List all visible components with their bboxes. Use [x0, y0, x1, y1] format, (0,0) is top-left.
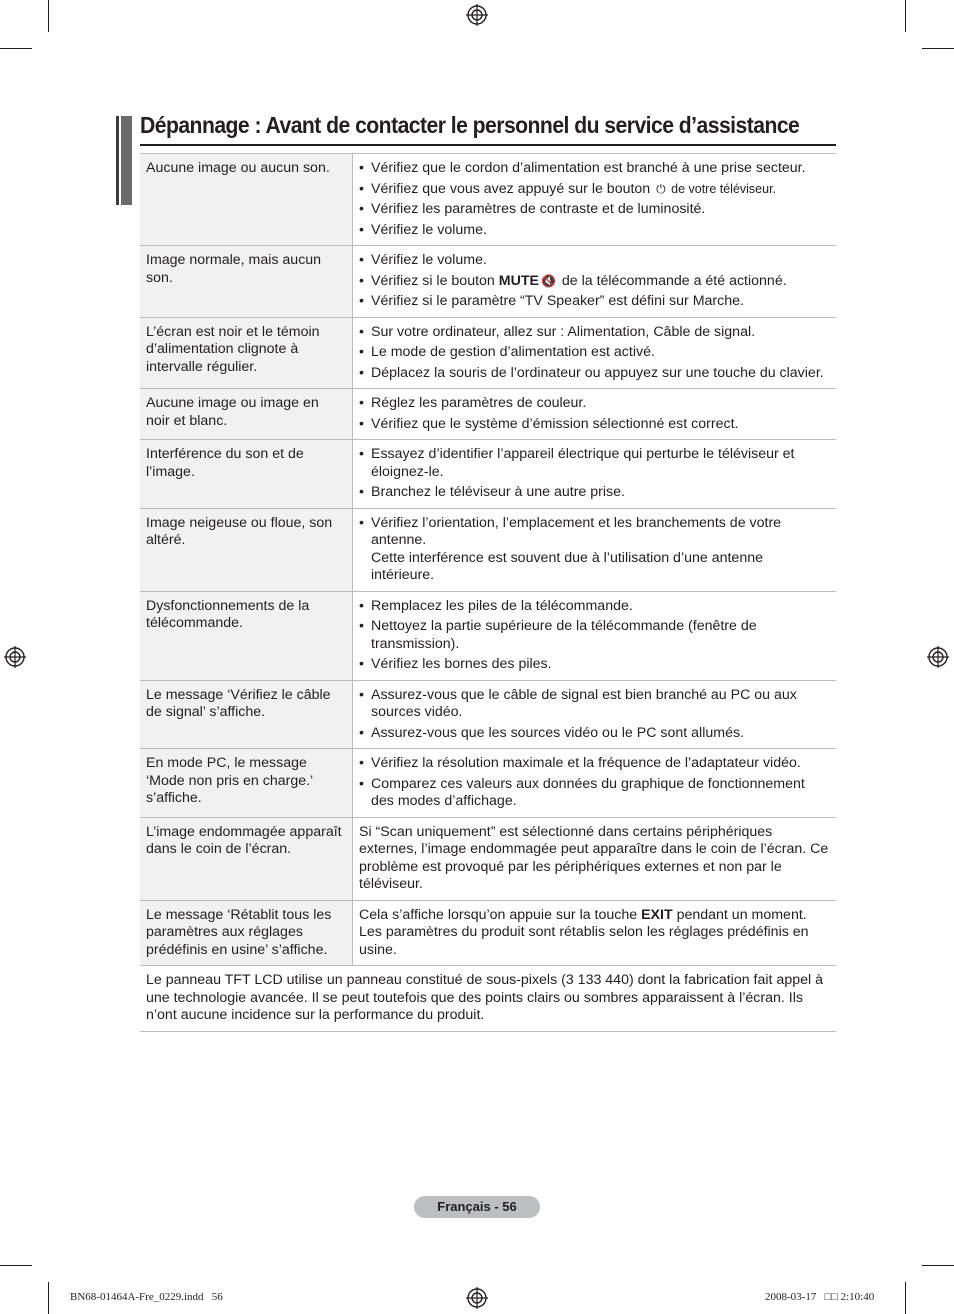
solution-cell	[353, 389, 837, 440]
troubleshooting-table	[140, 153, 836, 1032]
table-row-note	[140, 966, 836, 1032]
table-row	[140, 508, 836, 591]
exit-key-label: EXIT	[641, 906, 673, 923]
table-row	[140, 154, 836, 246]
solution-item: • Vérifiez le volume.	[359, 252, 830, 270]
mute-icon: 🔇	[540, 273, 556, 288]
page-number-badge: Français - 56	[414, 1196, 540, 1218]
symptom-cell: Dysfonctionnements de la télécommande.	[140, 591, 353, 680]
symptom-cell: Le message ‘Vérifiez le câble de signal’ s’affiche.	[140, 680, 353, 749]
solution-item: • Vérifiez l’orientation, l’emplacement et les branchements de votre antenne. Cette interférence est souvent due à l’utilisation d’une antenne intérieure.	[359, 515, 830, 585]
solution-cell	[353, 817, 837, 900]
solution-cell	[353, 440, 837, 509]
solution-item: • Réglez les paramètres de couleur.	[359, 395, 830, 413]
solution-cell: Cela s’affiche lorsqu’on appuie sur la touche EXIT pendant un moment. Les paramètres du produit sont rétablis selon les réglages prédéfinis en usine.	[353, 900, 837, 966]
table-row	[140, 749, 836, 818]
tft-lcd-note: Le panneau TFT LCD utilise un panneau constitué de sous-pixels (3 133 440) dont la fabrication fait appel à une technologie avancée. Il se peut toutefois que des points clairs ou sombres apparaissent à l’écran. Ils n’ont aucune incidence sur la performance du produit.	[140, 966, 836, 1032]
file-slug: BN68-01464A-Fre_0229.indd 56	[70, 1291, 223, 1303]
symptom-cell: L’écran est noir et le témoin d’alimentation clignote à intervalle régulier.	[140, 317, 353, 389]
table-row	[140, 246, 836, 318]
solution-item: • Assurez-vous que les sources vidéo ou le PC sont allumés.	[359, 725, 830, 743]
solution-item: • Vérifiez que le système d’émission sélectionné est correct.	[359, 416, 830, 434]
solution-item: • Branchez le téléviseur à une autre prise.	[359, 484, 830, 502]
symptom-cell: Interférence du son et de l’image.	[140, 440, 353, 509]
page-title: Dépannage : Avant de contacter le personnel du service d’assistance	[140, 112, 800, 138]
solution-item: • Le mode de gestion d’alimentation est activé.	[359, 344, 830, 362]
solution-item: • Vérifiez que vous avez appuyé sur le bouton ⏻ de votre téléviseur.	[359, 181, 830, 199]
solution-cell	[353, 154, 837, 246]
solution-item: • Vérifiez que le cordon d’alimentation est branché à une prise secteur.	[359, 160, 830, 178]
title-divider	[140, 144, 836, 146]
solution-item: • Nettoyez la partie supérieure de la télécommande (fenêtre de transmission).	[359, 618, 830, 653]
symptom-cell: L’image endommagée apparaît dans le coin de l’écran.	[140, 817, 353, 900]
solution-cell	[353, 680, 837, 749]
registration-mark-icon	[466, 1287, 488, 1309]
solution-item: • Assurez-vous que le câble de signal est bien branché au PC ou aux sources vidéo.	[359, 687, 830, 722]
registration-mark-icon	[466, 4, 488, 26]
solution-item: • Vérifiez les paramètres de contraste et de luminosité.	[359, 201, 830, 219]
solution-item: • Essayez d’identifier l’appareil électrique qui perturbe le téléviseur et éloignez-le.	[359, 446, 830, 481]
symptom-cell: Aucune image ou image en noir et blanc.	[140, 389, 353, 440]
table-row	[140, 317, 836, 389]
crop-mark	[905, 0, 906, 32]
crop-mark	[48, 1282, 49, 1314]
solution-item: • Remplacez les piles de la télécommande.	[359, 598, 830, 616]
table-row	[140, 680, 836, 749]
symptom-cell: En mode PC, le message ‘Mode non pris en charge.’ s’affiche.	[140, 749, 353, 818]
solution-item: • Vérifiez le volume.	[359, 222, 830, 240]
crop-mark	[922, 48, 954, 49]
solution-paragraph: Si “Scan uniquement” est sélectionné dans certains périphériques externes, l’image endommagée peut apparaître dans le coin de l’écran. Ce problème est provoqué par les périphériques externes et non par le téléviseur.	[359, 823, 829, 892]
table-row	[140, 440, 836, 509]
solution-item: • Vérifiez la résolution maximale et la fréquence de l’adaptateur vidéo.	[359, 755, 830, 773]
table-row	[140, 389, 836, 440]
symptom-cell: Image normale, mais aucun son.	[140, 246, 353, 318]
crop-mark	[0, 1265, 32, 1266]
registration-mark-icon	[927, 646, 949, 668]
date-slug: 2008-03-17 □□ 2:10:40	[765, 1291, 875, 1303]
symptom-cell: Image neigeuse ou floue, son altéré.	[140, 508, 353, 591]
table-row	[140, 591, 836, 680]
solution-item: • Déplacez la souris de l’ordinateur ou appuyez sur une touche du clavier.	[359, 365, 830, 383]
crop-mark	[48, 0, 49, 32]
solution-cell	[353, 317, 837, 389]
registration-mark-icon	[4, 646, 26, 668]
crop-mark	[905, 1282, 906, 1314]
symptom-cell: Le message ‘Rétablit tous les paramètres aux réglages prédéfinis en usine’ s’affiche.	[140, 900, 353, 966]
symptom-cell: Aucune image ou aucun son.	[140, 154, 353, 246]
section-marker-bar	[116, 116, 132, 205]
solution-item: • Vérifiez si le bouton MUTE 🔇 de la télécommande a été actionné.	[359, 273, 830, 291]
solution-item: • Vérifiez si le paramètre “TV Speaker” est défini sur Marche.	[359, 293, 830, 311]
solution-cell	[353, 749, 837, 818]
solution-cell	[353, 246, 837, 318]
solution-item: • Sur votre ordinateur, allez sur : Alimentation, Câble de signal.	[359, 324, 830, 342]
solution-cell	[353, 508, 837, 591]
table-row	[140, 900, 836, 966]
crop-mark	[0, 48, 32, 49]
solution-cell	[353, 591, 837, 680]
table-row	[140, 817, 836, 900]
solution-item: • Vérifiez les bornes des piles.	[359, 656, 830, 674]
crop-mark	[922, 1265, 954, 1266]
solution-item: • Comparez ces valeurs aux données du graphique de fonctionnement des modes d’affichage.	[359, 776, 830, 811]
power-icon: ⏻	[656, 181, 666, 196]
